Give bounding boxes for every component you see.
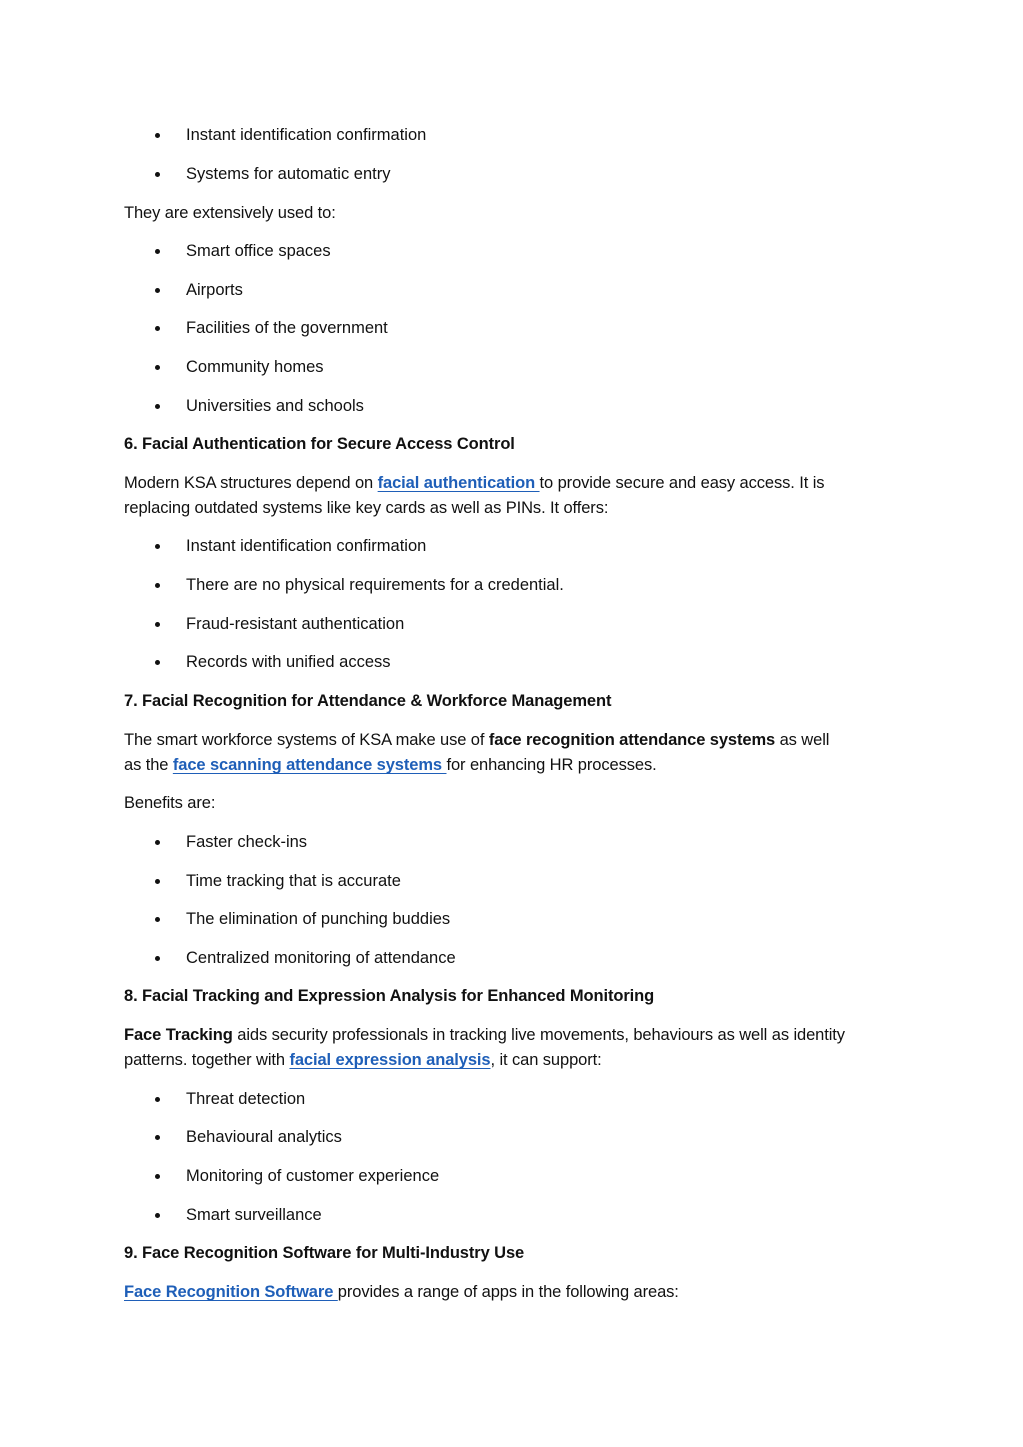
list-item-text: Universities and schools (186, 397, 364, 415)
section-9-paragraph (124, 1280, 679, 1305)
text: Modern KSA structures depend on (124, 474, 378, 492)
bullet-icon (155, 917, 160, 922)
section-7-heading: 7. Facial Recognition for Attendance & Workforce Management (124, 692, 612, 710)
text: as well (775, 731, 830, 749)
bullet-icon (155, 840, 160, 845)
list-item-text: Time tracking that is accurate (186, 872, 401, 890)
text: as the (124, 756, 173, 774)
bullet-icon (155, 622, 160, 627)
bullet-icon (155, 404, 160, 409)
bold-text: Face Tracking (124, 1026, 233, 1044)
section-8-paragraph-line-2 (124, 1048, 602, 1073)
list-item-text: Monitoring of customer experience (186, 1167, 440, 1185)
bullet-icon (155, 583, 160, 588)
list-item-text: Faster check-ins (186, 833, 308, 851)
bullet-icon (155, 1213, 160, 1218)
text: for enhancing HR processes. (446, 756, 657, 774)
list-item-text: Community homes (186, 358, 324, 376)
bullet-icon (155, 326, 160, 331)
text: patterns. together with (124, 1051, 290, 1069)
text: , it can support: (490, 1051, 602, 1069)
section-9-heading: 9. Face Recognition Software for Multi-Industry Use (124, 1244, 525, 1262)
facial-expression-analysis-link[interactable]: facial expression analysis (289, 1051, 491, 1069)
list-item-text: Airports (186, 281, 243, 299)
bullet-icon (155, 288, 160, 293)
bullet-icon (155, 660, 160, 665)
list-item-text: Facilities of the government (186, 319, 388, 337)
list-item-text: Smart surveillance (186, 1206, 322, 1224)
bullet-icon (155, 172, 160, 177)
bullet-icon (155, 544, 160, 549)
section-6-paragraph-line-2: replacing outdated systems like key cards as well as PINs. It offers: (124, 499, 609, 517)
list-item-text: Instant identification confirmation (186, 126, 427, 144)
benefits-label: Benefits are: (124, 794, 216, 812)
face-recognition-software-link[interactable]: Face Recognition Software (124, 1283, 338, 1301)
bullet-icon (155, 1135, 160, 1140)
list-item-text: Fraud-resistant authentication (186, 615, 405, 633)
list-item-text: Centralized monitoring of attendance (186, 949, 456, 967)
text: provides a range of apps in the following areas: (337, 1283, 679, 1301)
list-item-text: There are no physical requirements for a credential. (186, 576, 564, 594)
list-item-text: Smart office spaces (186, 242, 331, 260)
section-7-paragraph-line-2 (124, 753, 657, 778)
section-8-paragraph-line-1 (124, 1023, 845, 1048)
bullet-icon (155, 1174, 160, 1179)
section-8-heading: 8. Facial Tracking and Expression Analysis for Enhanced Monitoring (124, 987, 655, 1005)
list-item-text: Threat detection (186, 1090, 306, 1108)
bullet-icon (155, 1097, 160, 1102)
bold-text: face recognition attendance systems (488, 731, 776, 749)
bullet-icon (155, 879, 160, 884)
section-7-paragraph-line-1 (124, 728, 829, 753)
list-item-text: Records with unified access (186, 653, 391, 671)
section-6-paragraph-line-1 (124, 471, 824, 496)
list-item-text: Systems for automatic entry (186, 165, 391, 183)
bullet-icon (155, 365, 160, 370)
bullet-icon (155, 133, 160, 138)
list-item-text: Instant identification confirmation (186, 537, 427, 555)
list-item-text: The elimination of punching buddies (186, 910, 451, 928)
face-scanning-attendance-link[interactable]: face scanning attendance systems (172, 756, 447, 774)
bullet-icon (155, 249, 160, 254)
facial-authentication-link[interactable]: facial authentication (377, 474, 540, 492)
bullet-icon (155, 956, 160, 961)
list-item-text: Behavioural analytics (186, 1128, 342, 1146)
text: to provide secure and easy access. It is (539, 474, 825, 492)
used-to-intro: They are extensively used to: (124, 204, 336, 222)
section-6-heading: 6. Facial Authentication for Secure Access Control (124, 435, 515, 453)
text: aids security professionals in tracking live movements, behaviours as well as identity (232, 1026, 845, 1044)
text: The smart workforce systems of KSA make use of (124, 731, 489, 749)
